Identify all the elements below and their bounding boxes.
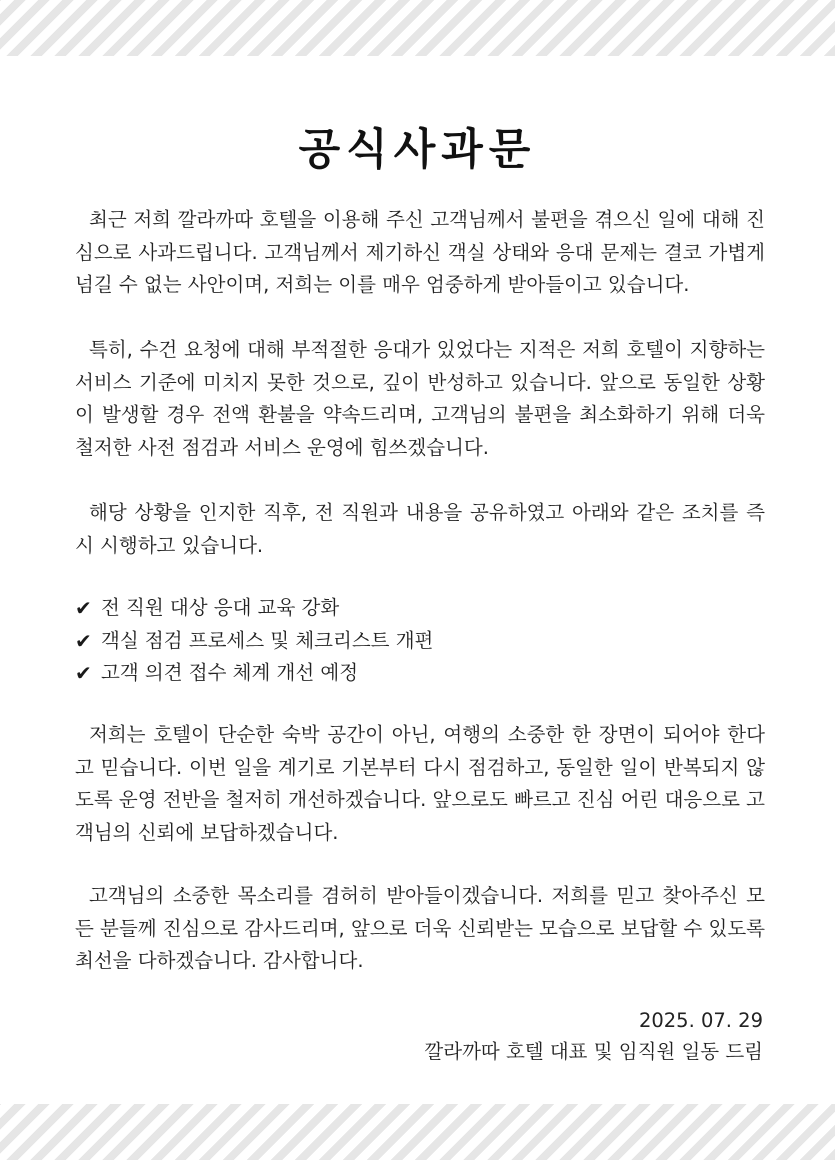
document-title: 공식사과문 bbox=[298, 125, 537, 175]
signer-line: 깔라까따 호텔 대표 및 임직원 일동 드림 bbox=[424, 1040, 763, 1063]
bottom-decorative-stripes bbox=[0, 1104, 835, 1160]
paragraph-towel-response: 특히, 수건 요청에 대해 부적절한 응대가 있었다는 지적은 저희 호텔이 지향하는 서비스 기준에 미치지 못한 것으로, 깊이 반성하고 있습니다. 앞으로 동일한 상황이 발생할 경우 전액 환불을 약속드리며, 고객님의 불편을 최소화하기 위해 더욱 철저한 사전 점검과 서비스 운영에 힘쓰겠습니다. bbox=[75, 338, 765, 459]
paragraph-measures-intro: 해당 상황을 인지한 직후, 전 직원과 내용을 공유하였고 아래와 같은 조치를 즉시 시행하고 있습니다. bbox=[75, 501, 765, 557]
top-decorative-stripes bbox=[0, 0, 835, 56]
paragraph-apology-intro: 최근 저희 깔라까따 호텔을 이용해 주신 고객님께서 불편을 겪으신 일에 대해 진심으로 사과드립니다. 고객님께서 제기하신 객실 상태와 응대 문제는 결코 가볍게 넘길 수 없는 사안이며, 저희는 이를 매우 엄중하게 받아들이고 있습니다. bbox=[75, 208, 765, 296]
measures-checklist bbox=[75, 592, 765, 690]
checkmark-icon: ✔ bbox=[75, 661, 92, 685]
list-item bbox=[75, 657, 765, 690]
checklist-item-text: 고객 의견 접수 체계 개선 예정 bbox=[101, 661, 359, 684]
document-date: 2025. 07. 29 bbox=[638, 1009, 763, 1032]
checklist-item-text: 전 직원 대상 응대 교육 강화 bbox=[101, 596, 340, 619]
paragraph-closing-thanks: 고객님의 소중한 목소리를 겸허히 받아들이겠습니다. 저희를 믿고 찾아주신 모든 분들께 진심으로 감사드리며, 앞으로 더욱 신뢰받는 모습으로 보답할 수 있도록 최선을 다하겠습니다. 감사합니다. bbox=[75, 884, 765, 972]
list-item bbox=[75, 625, 765, 658]
checklist-item-text: 객실 점검 프로세스 및 체크리스트 개편 bbox=[101, 628, 434, 652]
paragraph-hotel-commitment: 저희는 호텔이 단순한 숙박 공간이 아닌, 여행의 소중한 한 장면이 되어야 한다고 믿습니다. 이번 일을 계기로 기본부터 다시 점검하고, 동일한 일이 반복되지 않도록 운영 전반을 철저히 개선하겠습니다. 앞으로도 빠르고 진심 어린 대응으로 고객님의 신뢰에 보답하겠습니다. bbox=[75, 723, 765, 844]
checkmark-icon: ✔ bbox=[75, 596, 92, 620]
checkmark-icon: ✔ bbox=[75, 628, 92, 653]
list-item bbox=[75, 592, 765, 625]
